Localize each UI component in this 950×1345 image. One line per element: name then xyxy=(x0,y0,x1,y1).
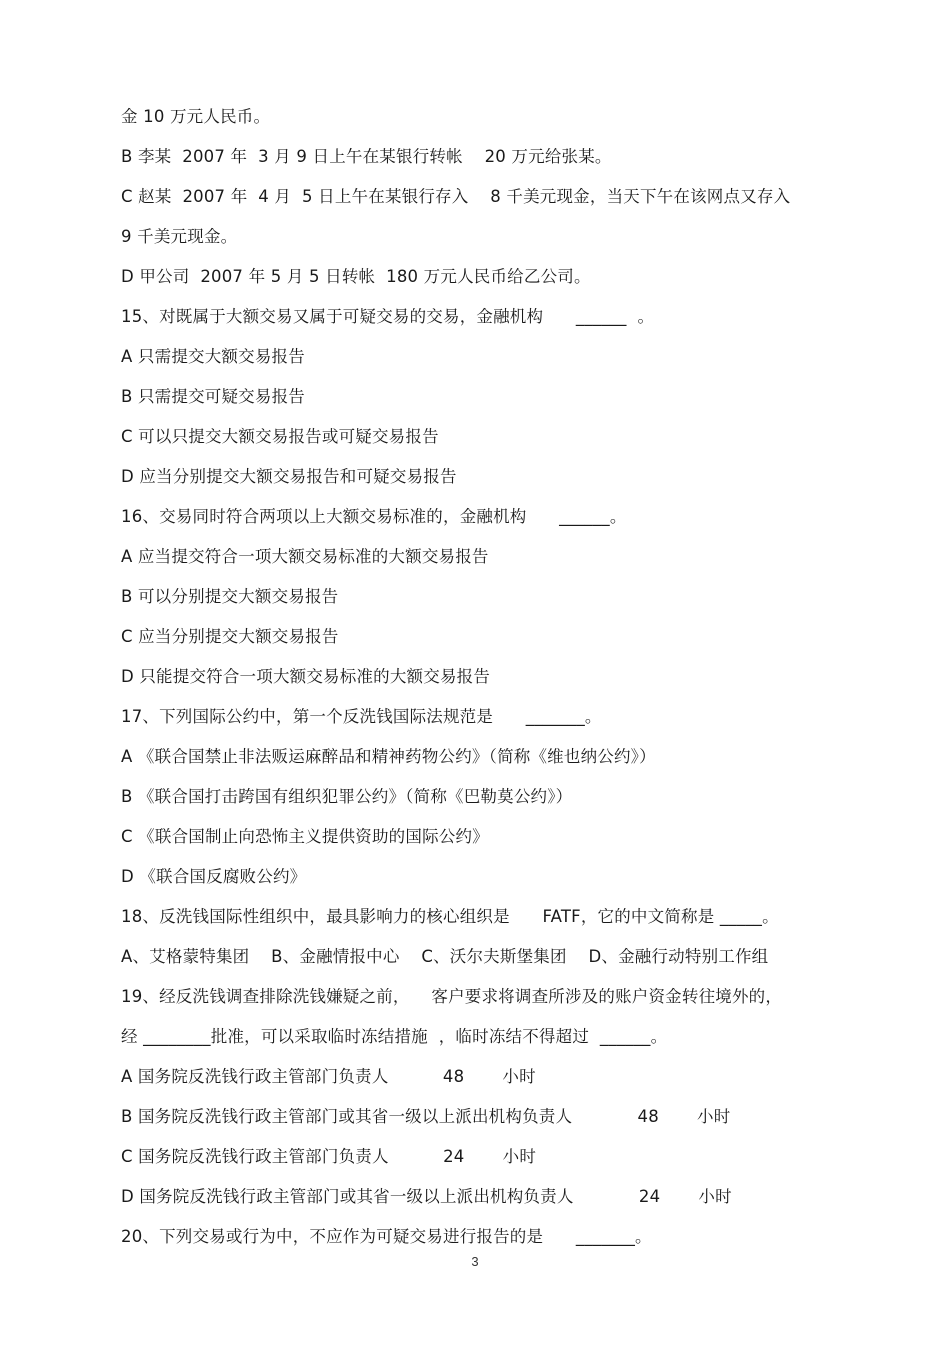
option-a: A 《联合国禁止非法贩运麻醉品和精神药物公约》（简称《维也纳公约》） xyxy=(121,747,656,766)
option-c: C 可以只提交大额交易报告或可疑交易报告 xyxy=(121,427,439,446)
text-line: 金 10 万元人民币。 xyxy=(121,107,271,126)
question-19-cont: 经 ________批准，可以采取临时冻结措施 ，临时冻结不得超过 ______。 xyxy=(121,1027,668,1046)
text-line: C 赵某 2007 年 4 月 5 日上午在某银行存入 8 千美元现金，当天下午在该网点又存入 xyxy=(121,187,791,206)
question-15: 15、对既属于大额交易又属于可疑交易的交易，金融机构 ______ 。 xyxy=(121,307,655,326)
options-row: A、艾格蒙特集团 B、金融情报中心 C、沃尔夫斯堡集团 D、金融行动特别工作组 xyxy=(121,947,769,966)
option-d: D 《联合国反腐败公约》 xyxy=(121,867,307,886)
option-c: C 《联合国制止向恐怖主义提供资助的国际公约》 xyxy=(121,827,489,846)
page-number: 3 xyxy=(471,1254,479,1269)
question-20: 20、下列交易或行为中，不应作为可疑交易进行报告的是 _______。 xyxy=(121,1227,652,1246)
option-b: B 只需提交可疑交易报告 xyxy=(121,387,305,406)
option-b: B 国务院反洗钱行政主管部门或其省一级以上派出机构负责人 48 小时 xyxy=(121,1107,731,1126)
question-17: 17、下列国际公约中，第一个反洗钱国际法规范是 _______。 xyxy=(121,707,602,726)
question-18: 18、反洗钱国际性组织中，最具影响力的核心组织是 FATF，它的中文简称是 _____。 xyxy=(121,907,779,926)
option-a: A 只需提交大额交易报告 xyxy=(121,347,305,366)
option-b: B 《联合国打击跨国有组织犯罪公约》（简称《巴勒莫公约》） xyxy=(121,787,573,806)
option-c: C 国务院反洗钱行政主管部门负责人 24 小时 xyxy=(121,1147,537,1166)
question-19: 19、经反洗钱调查排除洗钱嫌疑之前， 客户要求将调查所涉及的账户资金转往境外的， xyxy=(121,987,783,1006)
text-line: B 李某 2007 年 3 月 9 日上午在某银行转帐 20 万元给张某。 xyxy=(121,147,612,166)
option-d: D 应当分别提交大额交易报告和可疑交易报告 xyxy=(121,467,457,486)
option-c: C 应当分别提交大额交易报告 xyxy=(121,627,339,646)
option-a: A 国务院反洗钱行政主管部门负责人 48 小时 xyxy=(121,1067,536,1086)
option-b: B 可以分别提交大额交易报告 xyxy=(121,587,339,606)
option-d: D 只能提交符合一项大额交易标准的大额交易报告 xyxy=(121,667,491,686)
text-line: D 甲公司 2007 年 5 月 5 日转帐 180 万元人民币给乙公司。 xyxy=(121,267,591,286)
text-line: 9 千美元现金。 xyxy=(121,227,238,246)
option-d: D 国务院反洗钱行政主管部门或其省一级以上派出机构负责人 24 小时 xyxy=(121,1187,732,1206)
question-16: 16、交易同时符合两项以上大额交易标准的，金融机构 ______。 xyxy=(121,507,627,526)
option-a: A 应当提交符合一项大额交易标准的大额交易报告 xyxy=(121,547,489,566)
